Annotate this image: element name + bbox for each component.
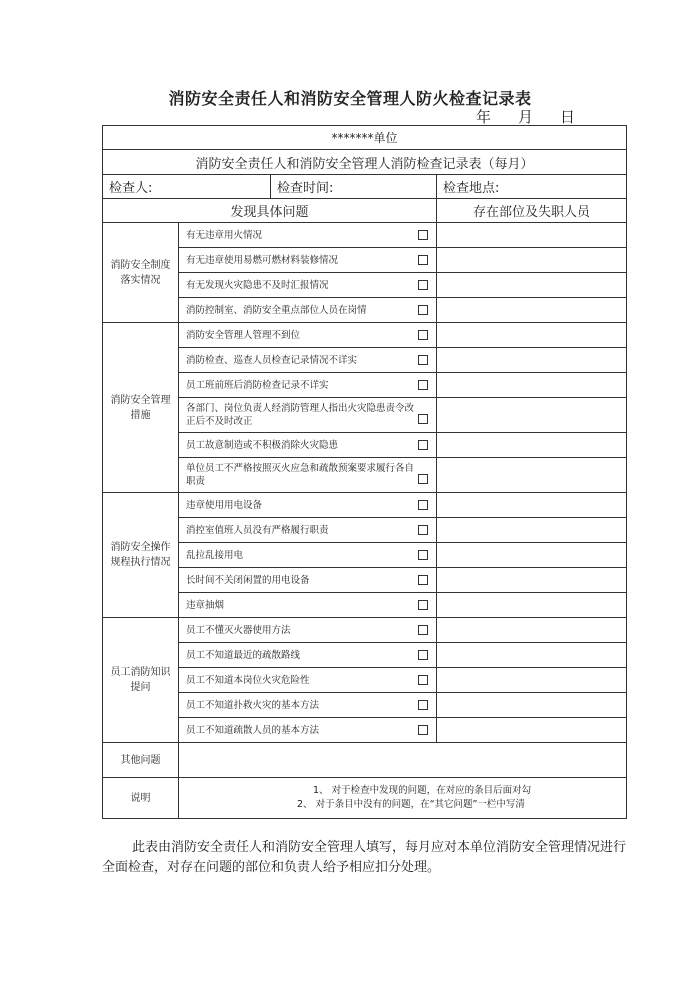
- date-day: 日: [560, 108, 576, 126]
- check-item: [179, 373, 437, 398]
- checkbox[interactable]: [418, 525, 428, 535]
- check-item-label: 消防控制室、消防安全重点部位人员在岗情: [186, 304, 367, 316]
- date-year: 年: [476, 108, 492, 126]
- check-item: [179, 323, 437, 348]
- check-item: [179, 643, 437, 668]
- checkbox[interactable]: [418, 474, 428, 484]
- dept-cell[interactable]: [437, 693, 627, 718]
- explain-label: 说明: [103, 778, 179, 819]
- checkbox[interactable]: [418, 280, 428, 290]
- unit-name: *******单位: [103, 126, 627, 150]
- checkbox[interactable]: [418, 600, 428, 610]
- check-item-label: 违章抽烟: [186, 599, 225, 611]
- check-item-label: 违章使用用电设备: [186, 499, 263, 511]
- dept-cell[interactable]: [437, 568, 627, 593]
- check-item: [179, 693, 437, 718]
- checkbox[interactable]: [418, 255, 428, 265]
- dept-cell[interactable]: [437, 518, 627, 543]
- footer-note: 此表由消防安全责任人和消防安全管理人填写，每月应对本单位消防安全管理情况进行全面检查，对存在问题的部位和负责人给予相应扣分处理。: [102, 840, 627, 875]
- checkbox[interactable]: [418, 355, 428, 365]
- checkbox[interactable]: [418, 380, 428, 390]
- check-item: [179, 273, 437, 298]
- dept-cell[interactable]: [437, 273, 627, 298]
- form-subtitle: 消防安全责任人和消防安全管理人消防检查记录表（每月）: [103, 150, 627, 175]
- check-item-label: 员工故意制造或不积极消除火灾隐患: [186, 439, 339, 451]
- check-item: [179, 518, 437, 543]
- check-item-label: 员工不知道最近的疏散路线: [186, 649, 301, 661]
- checkbox[interactable]: [418, 500, 428, 510]
- dept-cell[interactable]: [437, 668, 627, 693]
- checkbox[interactable]: [418, 675, 428, 685]
- check-item-label: 消控室值班人员没有严格履行职责: [186, 524, 329, 536]
- dept-cell[interactable]: [437, 223, 627, 248]
- section-label: 消防安全制度落实情况: [103, 223, 179, 323]
- dept-cell[interactable]: [437, 398, 627, 433]
- other-label: 其他问题: [103, 743, 179, 778]
- explain-line-2: 2、 对于条目中没有的问题，在“其它问题”一栏中写清: [297, 799, 525, 810]
- check-item: [179, 433, 437, 458]
- section-label: 员工消防知识提问: [103, 618, 179, 743]
- check-item: [179, 593, 437, 618]
- check-item-label: 员工不懂灭火器使用方法: [186, 624, 291, 636]
- check-item: [179, 348, 437, 373]
- check-item: [179, 718, 437, 743]
- check-item: [179, 458, 437, 493]
- checkbox[interactable]: [418, 330, 428, 340]
- check-item-label: 各部门、岗位负责人经消防管理人指出火灾隐患责令改正后不及时改正: [186, 403, 415, 427]
- check-item: [179, 618, 437, 643]
- check-item-label: 员工不知道疏散人员的基本方法: [186, 724, 320, 736]
- form-title: 消防安全责任人和消防安全管理人防火检查记录表: [168, 89, 532, 108]
- checkbox[interactable]: [418, 700, 428, 710]
- date-month: 月: [518, 108, 534, 126]
- inspection-table: [102, 125, 627, 819]
- dept-cell[interactable]: [437, 493, 627, 518]
- check-item-label: 员工不知道本岗位火灾危险性: [186, 674, 310, 686]
- check-item: [179, 668, 437, 693]
- check-item-label: 乱拉乱接用电: [186, 549, 244, 561]
- check-item-label: 员工班前班后消防检查记录不详实: [186, 379, 329, 391]
- checkbox[interactable]: [418, 305, 428, 315]
- check-item: [179, 223, 437, 248]
- check-item-label: 消防检查、巡查人员检查记录情况不详实: [186, 354, 358, 366]
- check-item-label: 有无违章使用易燃可燃材料装修情况: [186, 254, 339, 266]
- problem-column-header: 发现具体问题: [103, 199, 437, 223]
- dept-cell[interactable]: [437, 618, 627, 643]
- checkbox[interactable]: [418, 650, 428, 660]
- checkbox[interactable]: [418, 550, 428, 560]
- section-label: 消防安全操作规程执行情况: [103, 493, 179, 618]
- check-item-label: 员工不知道扑救火灾的基本方法: [186, 699, 320, 711]
- dept-cell[interactable]: [437, 643, 627, 668]
- check-item-label: 长时间不关闭闲置的用电设备: [186, 574, 310, 586]
- checkbox[interactable]: [418, 230, 428, 240]
- dept-cell[interactable]: [437, 248, 627, 273]
- dept-cell[interactable]: [437, 298, 627, 323]
- check-item: [179, 398, 437, 433]
- dept-cell[interactable]: [437, 543, 627, 568]
- dept-column-header: 存在部位及失职人员: [437, 199, 627, 223]
- check-item-label: 有无发现火灾隐患不及时汇报情况: [186, 279, 329, 291]
- inspector-field[interactable]: 检查人:: [103, 175, 271, 199]
- time-field[interactable]: 检查时间:: [271, 175, 437, 199]
- check-item: [179, 248, 437, 273]
- other-field[interactable]: [179, 743, 627, 778]
- check-item: [179, 568, 437, 593]
- explain-notes: [179, 778, 627, 819]
- dept-cell[interactable]: [437, 323, 627, 348]
- dept-cell[interactable]: [437, 593, 627, 618]
- checkbox[interactable]: [418, 414, 428, 424]
- check-item: [179, 543, 437, 568]
- dept-cell[interactable]: [437, 348, 627, 373]
- dept-cell[interactable]: [437, 458, 627, 493]
- checkbox[interactable]: [418, 575, 428, 585]
- check-item: [179, 298, 437, 323]
- dept-cell[interactable]: [437, 373, 627, 398]
- check-item: [179, 493, 437, 518]
- checkbox[interactable]: [418, 440, 428, 450]
- checkbox[interactable]: [418, 625, 428, 635]
- check-item-label: 单位员工不严格按照灭火应急和疏散预案要求履行各自职责: [186, 463, 415, 487]
- check-item-label: 消防安全管理人管理不到位: [186, 329, 301, 341]
- explain-line-1: 1、 对于检查中发现的问题，在对应的条目后面对勾: [313, 785, 532, 796]
- check-item-label: 有无违章用火情况: [186, 229, 263, 241]
- location-field[interactable]: 检查地点:: [437, 175, 627, 199]
- dept-cell[interactable]: [437, 718, 627, 743]
- section-label: 消防安全管理措施: [103, 323, 179, 493]
- date-line: [476, 106, 575, 127]
- dept-cell[interactable]: [437, 433, 627, 458]
- sections-body: [103, 223, 627, 743]
- checkbox[interactable]: [418, 725, 428, 735]
